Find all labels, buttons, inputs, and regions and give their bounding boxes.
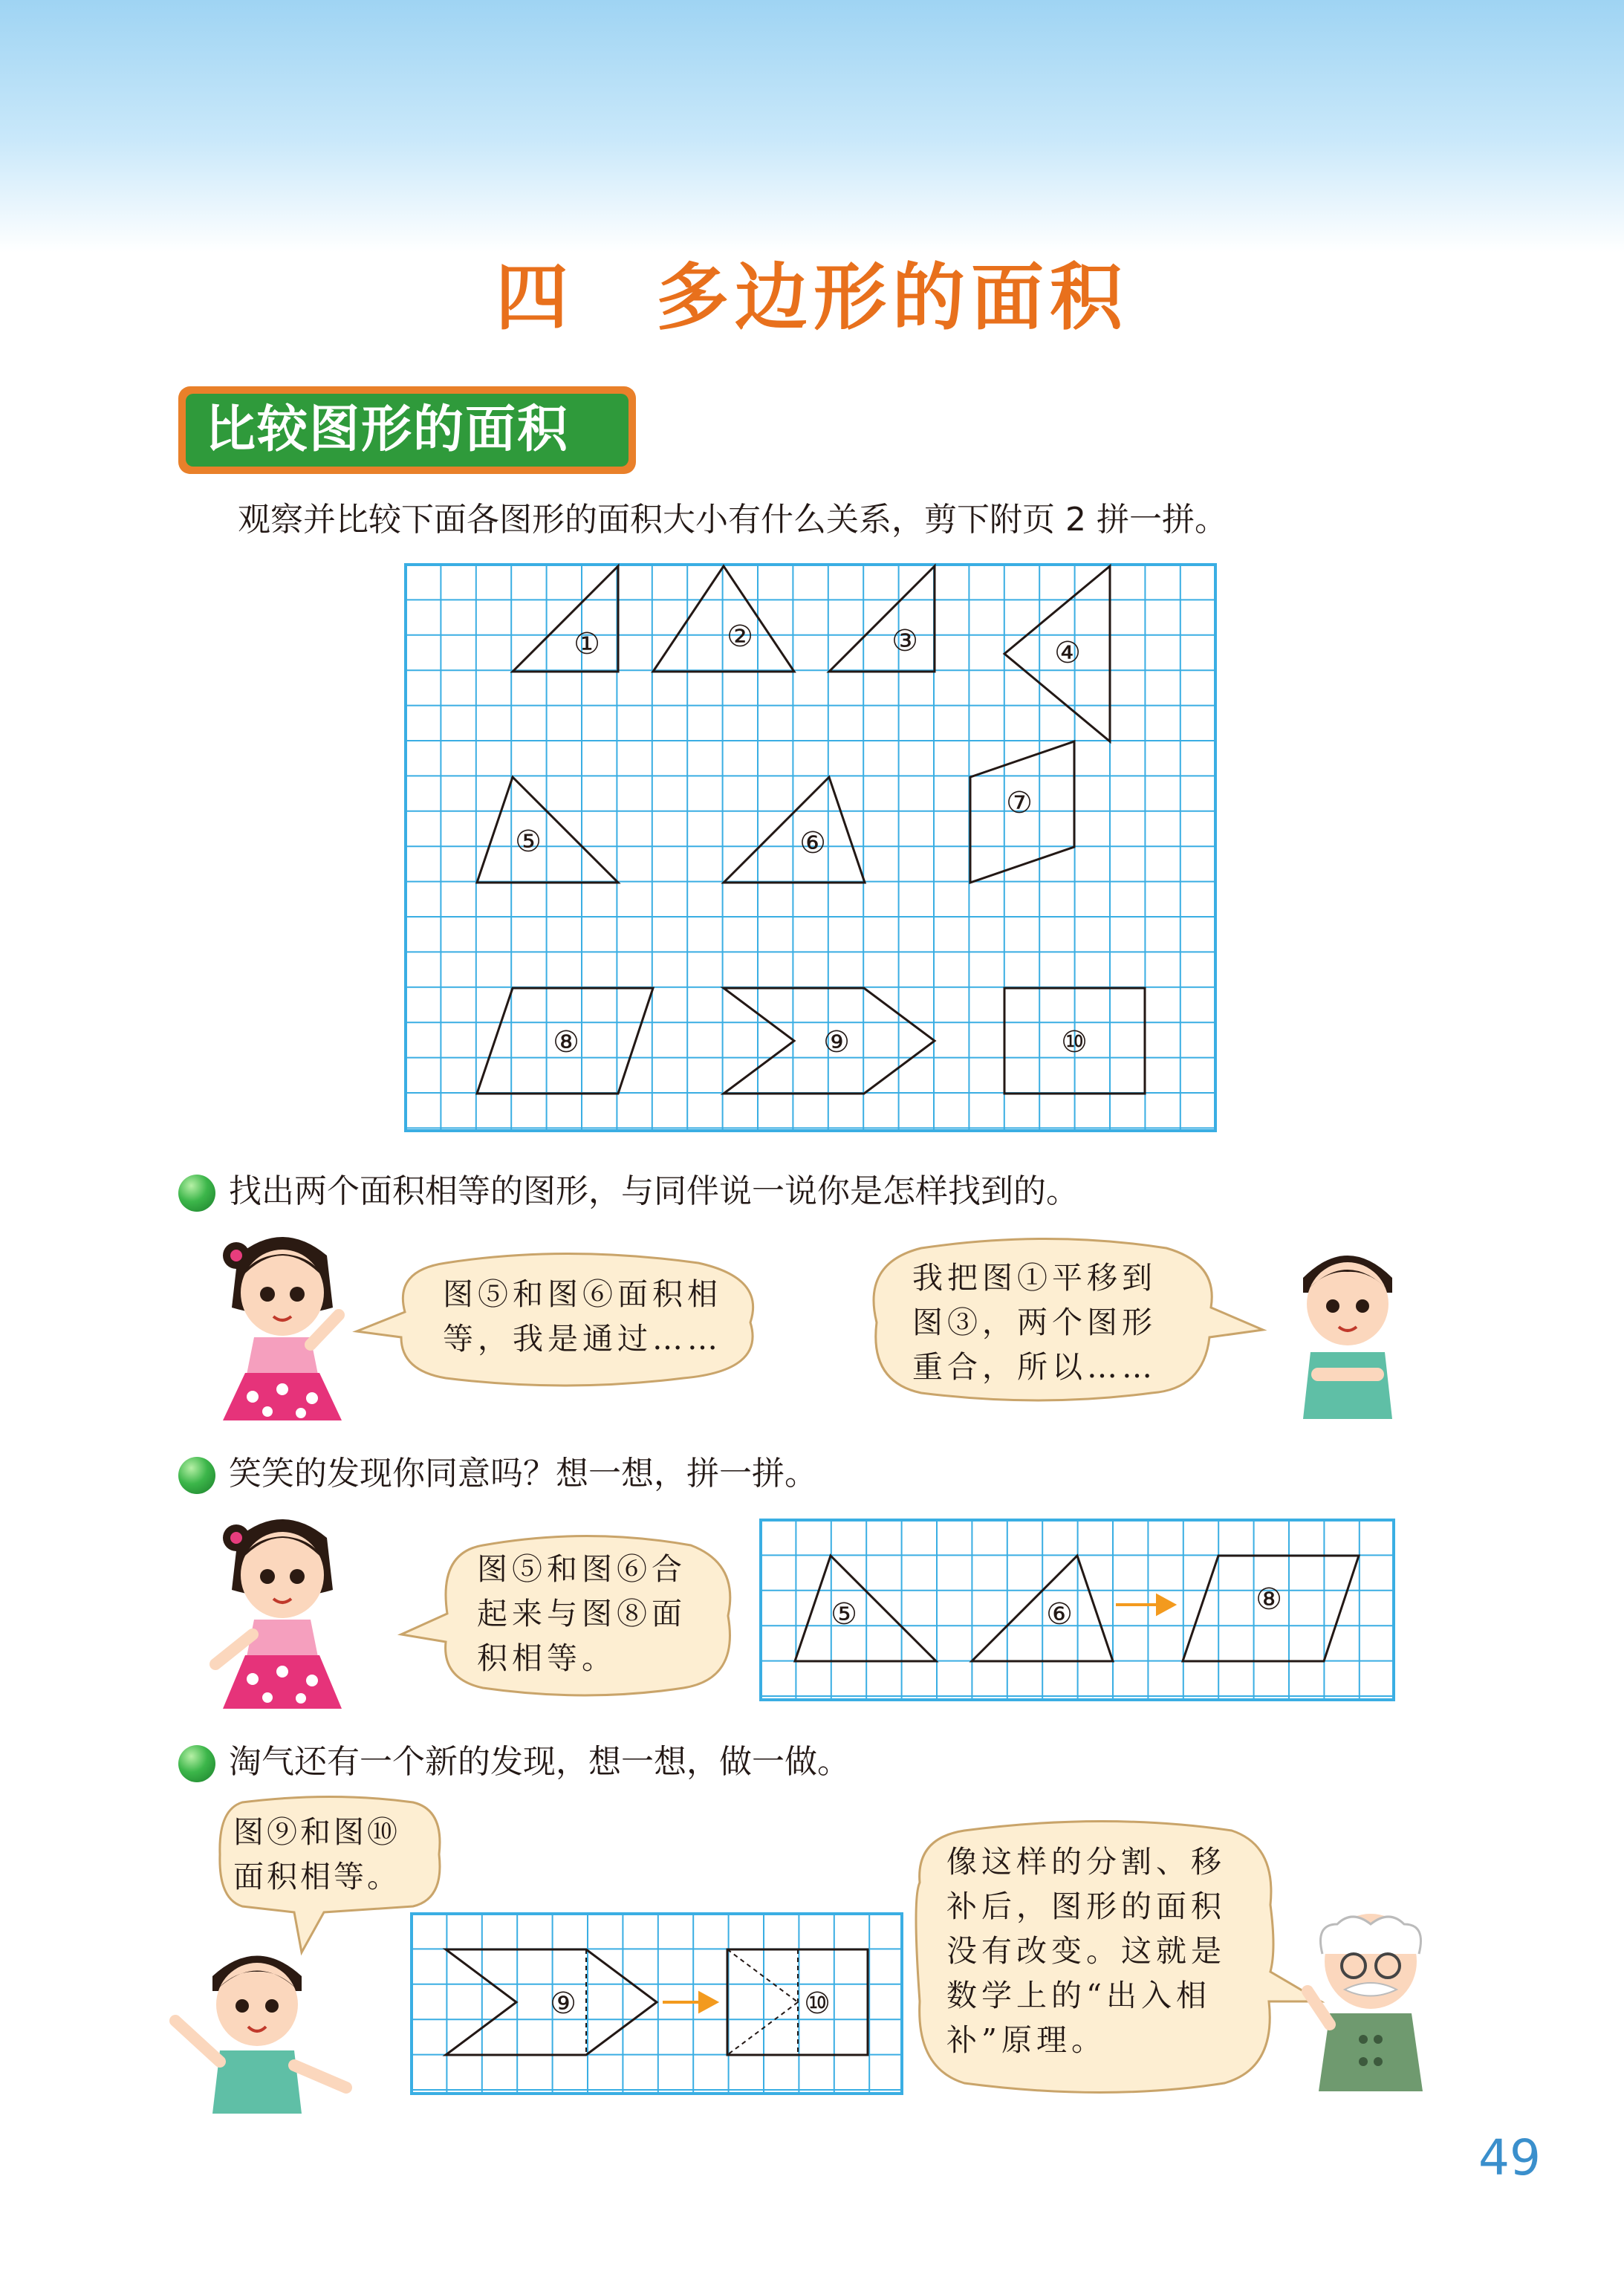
- green-ball-icon: [178, 1745, 215, 1782]
- boy-taoqi-illustration: [1281, 1233, 1414, 1426]
- label-6: ⑥: [799, 826, 826, 860]
- label-1: ①: [574, 627, 600, 661]
- main-grid-figure: [404, 563, 1217, 1132]
- question-3: [178, 1738, 850, 1786]
- chapter-title: [0, 239, 1624, 344]
- shape-2: [653, 566, 794, 672]
- section-title: 比较图形的面积: [186, 394, 629, 467]
- bubble-xiaoxiao-1-text: [443, 1272, 722, 1361]
- bubble-line: 重合，所以……: [912, 1349, 1157, 1385]
- question-1-text: 找出两个面积相等的图形，与同伴说一说你是怎样找到的。: [229, 1172, 1079, 1210]
- bubble-line: 等，我是通过……: [443, 1321, 722, 1357]
- bubble-line: 像这样的分割、移: [946, 1844, 1226, 1880]
- label-5-copy: ⑤: [831, 1597, 857, 1631]
- label-5: ⑤: [515, 825, 542, 859]
- question-1: [178, 1168, 1079, 1215]
- question-3-text: 淘气还有一个新的发现，想一想，做一做。: [229, 1743, 850, 1781]
- grid-figure-2: [759, 1519, 1395, 1701]
- bubble-taoqi-2-text: [233, 1810, 400, 1899]
- bubble-line: 没有改变。这就是: [946, 1933, 1226, 1969]
- shape-6: [724, 777, 865, 883]
- bubble-line: 图⑤和图⑥面积相: [443, 1276, 722, 1312]
- bubble-line: 补”原理。: [946, 2022, 1106, 2058]
- bubble-taoqi-1-text: [912, 1256, 1157, 1389]
- grid-figure-3: [410, 1912, 903, 2095]
- bubble-line: 积相等。: [477, 1640, 617, 1676]
- shape-5-copy: [795, 1556, 936, 1661]
- boy-taoqi-illustration-2: [160, 1939, 361, 2117]
- section-banner: [178, 386, 636, 474]
- intro-text: 观察并比较下面各图形的面积大小有什么关系，剪下附页 2 拼一拼。: [238, 501, 1227, 539]
- page-number: 49: [1478, 2129, 1541, 2186]
- grandpa-illustration: [1293, 1902, 1449, 2095]
- bubble-line: 面积相等。: [233, 1859, 400, 1894]
- label-6-copy: ⑥: [1046, 1597, 1073, 1631]
- bubble-line: 我把图①平移到: [912, 1260, 1157, 1296]
- label-7: ⑦: [1006, 786, 1033, 820]
- bubble-line: 图③，两个图形: [912, 1305, 1157, 1340]
- label-4: ④: [1054, 636, 1081, 670]
- label-8: ⑧: [553, 1025, 579, 1059]
- green-ball-icon: [178, 1457, 215, 1494]
- girl-xiaoxiao-illustration-2: [208, 1508, 357, 1716]
- bubble-line: 起来与图⑧面: [477, 1596, 686, 1631]
- label-9-copy: ⑨: [550, 1987, 576, 2021]
- shape-5: [477, 777, 618, 883]
- bubble-line: 数学上的“出入相: [946, 1978, 1211, 2013]
- shape-1: [513, 566, 618, 672]
- green-ball-icon: [178, 1175, 215, 1212]
- arrow-icon: [1116, 1596, 1174, 1614]
- arrow-icon: [663, 1993, 716, 2011]
- label-9: ⑨: [823, 1025, 850, 1059]
- chapter-number: 四: [495, 256, 574, 340]
- girl-xiaoxiao-illustration: [208, 1226, 357, 1426]
- label-2: ②: [727, 620, 753, 654]
- label-8-copy: ⑧: [1256, 1582, 1282, 1617]
- bubble-xiaoxiao-2-text: [477, 1547, 686, 1680]
- bubble-line: 补后，图形的面积: [946, 1889, 1226, 1924]
- bubble-grandpa-text: [946, 1839, 1226, 2062]
- shape-3: [829, 566, 935, 672]
- bubble-line: 图⑤和图⑥合: [477, 1551, 686, 1587]
- question-2: [178, 1450, 817, 1498]
- label-10: ⑩: [1061, 1025, 1088, 1059]
- label-10-copy: ⑩: [804, 1987, 831, 2021]
- question-2-text: 笑笑的发现你同意吗？想一想，拼一拼。: [229, 1455, 817, 1493]
- header-band: [0, 0, 1624, 253]
- label-3: ③: [891, 624, 918, 658]
- chapter-name: 多边形的面积: [656, 256, 1129, 340]
- bubble-line: 图⑨和图⑩: [233, 1814, 400, 1850]
